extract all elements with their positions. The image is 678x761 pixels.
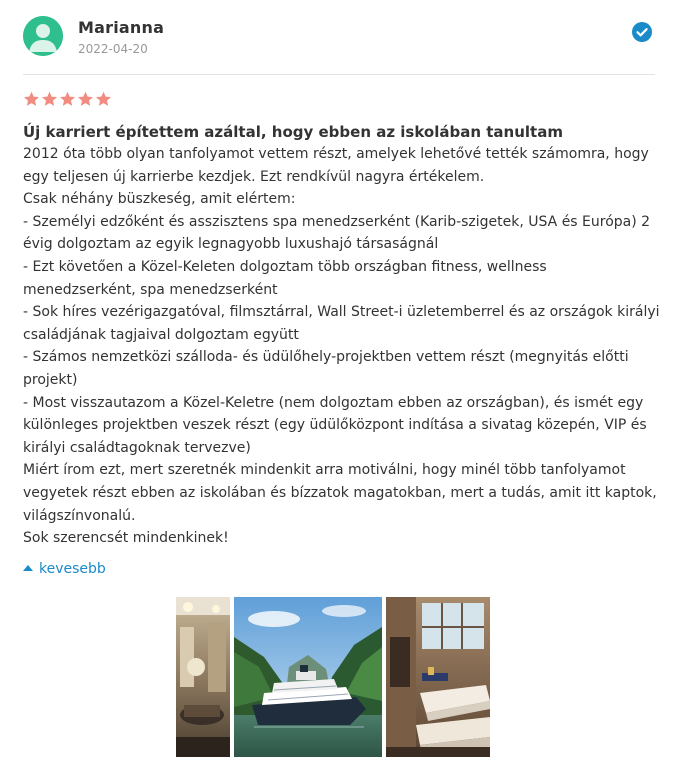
star-icon xyxy=(41,91,58,107)
review-body-line: 2012 óta több olyan tanfolyamot vettem részt, amelyek lehetővé tették számomra, hogy xyxy=(23,146,649,162)
star-icon xyxy=(23,91,40,107)
review-body-line: különleges projektben veszek részt (egy üdülőközpont indítása a sivatag közepén, VIP és xyxy=(23,417,647,434)
review-body-line: - Sok híres vezérigazgatóval, filmsztárral, Wall Street-i üzletemberrel és az országok királyi xyxy=(23,304,660,321)
author-name: Marianna xyxy=(78,18,165,37)
review-body-line: - Személyi edzőként és asszisztens spa menedzserként (Karib-szigetek, USA és Európa) 2 xyxy=(23,213,651,230)
review-body-line: - Most visszautazom a Közel-Keletre (nem dolgoztam ebben az országban), és ismét egy xyxy=(23,394,644,411)
caret-up-icon xyxy=(23,565,33,571)
review-body-line: egy teljesen új karrierbe kezdjek. Ezt rendkívül nagyra értékelem. xyxy=(23,168,485,185)
review-photo-lobby[interactable] xyxy=(176,597,230,757)
show-less-link[interactable] xyxy=(23,561,106,577)
star-icon xyxy=(59,91,76,107)
review-body xyxy=(23,143,660,550)
review-body-line: családjának tagjaival dolgoztam együtt xyxy=(23,326,299,343)
review-body-line: világszínvonalú. xyxy=(23,507,136,524)
review-body-line: vegyetek részt ebben az iskolában és bízzatok magatokban, mert a tudás, amit itt kaptok, xyxy=(23,484,657,501)
review-body-line: évig dolgoztam az egyik legnagyobb luxushajó társaságnál xyxy=(23,236,439,253)
review-photo-cruise-ship[interactable] xyxy=(234,597,382,757)
review-body-line: királyi családtagoknak tervezve) xyxy=(23,439,251,456)
show-less-label: kevesebb xyxy=(39,561,106,577)
user-avatar-icon xyxy=(23,16,63,56)
review-body-line: Miért írom ezt, mert szeretnék mindenkit arra motiválni, hogy minél több tanfolyamot xyxy=(23,462,626,479)
review-photo-spa[interactable] xyxy=(386,597,490,757)
verified-check-icon xyxy=(632,22,652,42)
star-icon xyxy=(95,91,112,107)
review-title: Új karriert építettem azáltal, hogy ebben az iskolában tanultam xyxy=(23,123,563,141)
star-rating xyxy=(23,91,112,107)
star-icon xyxy=(77,91,94,107)
review-body-line: - Számos nemzetközi szálloda- és üdülőhely-projektben vettem részt (megnyitás előtti xyxy=(23,349,629,366)
review-body-line: menedzserként, spa menedzserként xyxy=(23,281,278,298)
review-body-line: Csak néhány büszkeség, amit elértem: xyxy=(23,191,296,208)
review-body-line: - Ezt követően a Közel-Keleten dolgoztam több országban fitness, wellness xyxy=(23,258,547,275)
review-date: 2022-04-20 xyxy=(78,42,148,56)
review-body-line: projekt) xyxy=(23,371,78,388)
avatar xyxy=(23,16,63,56)
divider xyxy=(23,74,655,75)
review-body-line: Sok szerencsét mindenkinek! xyxy=(23,530,229,547)
